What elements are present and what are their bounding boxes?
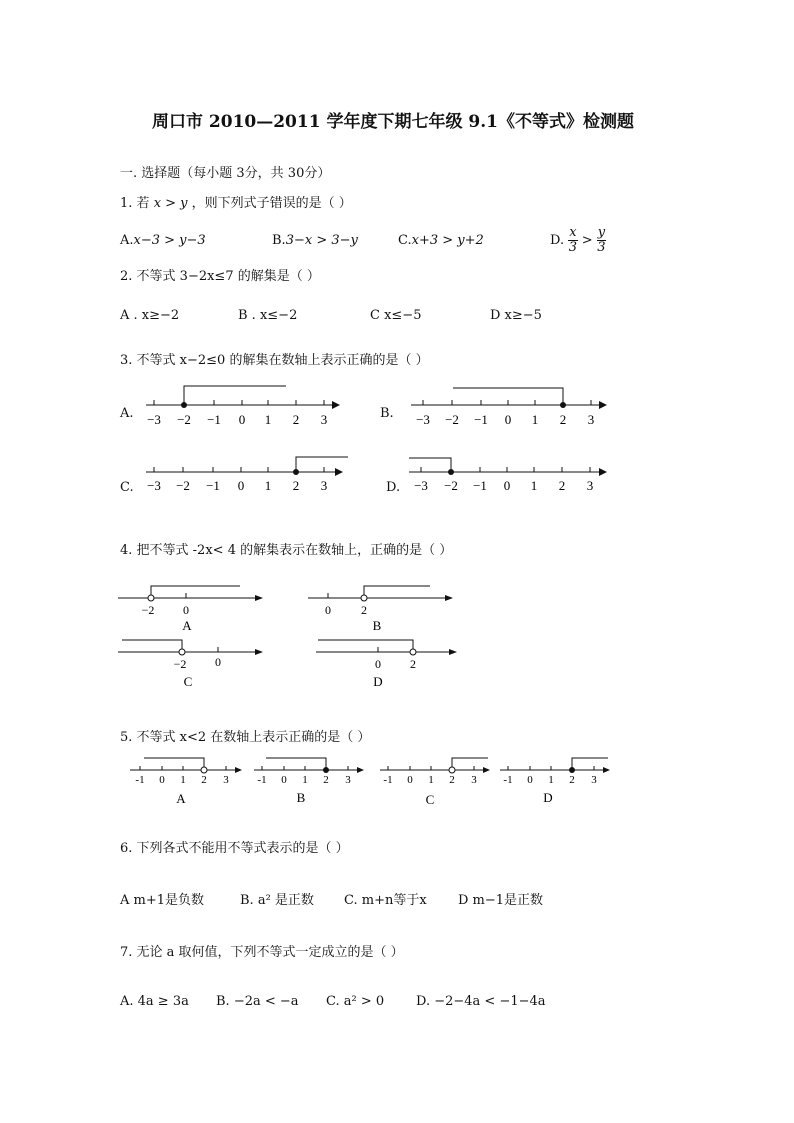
- q1-stem-expr: x > y: [153, 196, 188, 211]
- q5a-tick: 1: [180, 774, 186, 786]
- q7-option-b: B. −2a < −a: [216, 994, 299, 1009]
- q4b-tick: 2: [361, 603, 367, 617]
- q3-b-label: B.: [380, 406, 394, 421]
- q7-option-a: A. 4a ≥ 3a: [120, 994, 189, 1009]
- q1-d-frac-1: $\frac{x}{3}$: [568, 225, 578, 255]
- q3-number-line-b: [405, 380, 615, 430]
- q1-d-op: >: [581, 233, 593, 248]
- q5c-tick: 1: [428, 774, 434, 786]
- q6-option-c: C. m+n等于x: [344, 893, 427, 908]
- q5b-tick: -1: [257, 774, 267, 786]
- q5d-tick: 2: [569, 774, 575, 786]
- q1-d-label: D.: [550, 233, 565, 248]
- q3d-tick: −2: [444, 478, 458, 493]
- question-7-stem: 7. 无论 a 取何值，下列不等式一定成立的是（ ）: [120, 945, 404, 960]
- q5c-tick: -1: [383, 774, 393, 786]
- question-4-stem: 4. 把不等式 -2x< 4 的解集表示在数轴上，正确的是（ ）: [120, 543, 453, 558]
- q4a-tick: −2: [141, 603, 155, 617]
- q5a-tick: 0: [159, 774, 165, 786]
- q3b-tick: 0: [504, 412, 512, 427]
- q3b-tick: −2: [445, 412, 459, 427]
- q5-number-line-c: [376, 752, 494, 810]
- q4-c-label: C: [183, 674, 193, 689]
- q1-stem-prefix: 1. 若: [120, 196, 150, 211]
- q1-c-label: C.: [398, 233, 412, 248]
- q5b-tick: 2: [323, 774, 329, 786]
- q3-a-label: A.: [120, 406, 134, 421]
- q2-option-d: D x≥−5: [490, 308, 542, 323]
- q3c-tick: −1: [206, 478, 220, 493]
- q5-number-line-d: [496, 752, 614, 808]
- q1-stem-suffix: ，则下列式子错误的是（ ）: [191, 196, 352, 211]
- q1-a-label: A.: [120, 233, 134, 248]
- page-title: 周口市 2010—2011 学年度下期七年级 9.1《不等式》检测题: [152, 112, 634, 132]
- q5-d-label: D: [543, 790, 553, 805]
- q3c-tick: 1: [264, 478, 272, 493]
- q1-c-expr: x+3 > y+2: [411, 233, 484, 248]
- q5b-tick: 0: [281, 774, 287, 786]
- q5a-tick: -1: [135, 774, 145, 786]
- q4d-tick: 0: [375, 657, 381, 671]
- q3b-tick: 1: [531, 412, 539, 427]
- q5d-tick: 1: [548, 774, 554, 786]
- q3b-tick: −1: [474, 412, 488, 427]
- q3d-tick: 0: [503, 478, 511, 493]
- q3c-tick: −2: [176, 478, 190, 493]
- q5c-tick: 0: [407, 774, 413, 786]
- q3-c-label: C.: [120, 480, 134, 495]
- q1-b-expr: 3−x > 3−y: [285, 233, 358, 248]
- q5a-tick: 3: [223, 774, 229, 786]
- q2-option-c: C x≤−5: [370, 308, 422, 323]
- q3-d-label: D.: [386, 480, 401, 495]
- q3-number-line-c: [138, 452, 358, 502]
- q5d-tick: 3: [591, 774, 597, 786]
- q4d-tick: 2: [410, 657, 416, 671]
- q3c-tick: −3: [147, 478, 161, 493]
- q5b-tick: 1: [302, 774, 308, 786]
- question-6-stem: 6. 下列各式不能用不等式表示的是（ ）: [120, 841, 349, 856]
- q3d-tick: −3: [414, 478, 428, 493]
- q5c-tick: 2: [449, 774, 455, 786]
- q3a-tick: 1: [264, 412, 272, 427]
- q3-number-line-d: [405, 452, 615, 502]
- q2-option-a: A . x≥−2: [120, 308, 180, 323]
- q1-a-expr: x−3 > y−3: [133, 233, 206, 248]
- question-3-stem: 3. 不等式 x−2≤0 的解集在数轴上表示正确的是（ ）: [120, 353, 429, 368]
- q7-option-c: C. a² > 0: [326, 994, 385, 1009]
- q1-option-c: [398, 233, 484, 248]
- q7-option-d: D. −2−4a < −1−4a: [416, 994, 546, 1009]
- q5d-tick: 0: [527, 774, 533, 786]
- q3-number-line-a: [138, 380, 348, 430]
- q6-option-d: D m−1是正数: [458, 893, 544, 908]
- q3d-tick: 1: [530, 478, 538, 493]
- q5-number-line-b: [250, 752, 368, 808]
- q4c-tick: 0: [215, 655, 221, 669]
- q4-a-label: A: [182, 618, 192, 633]
- q5-a-label: A: [176, 791, 186, 806]
- q5c-tick: 3: [471, 774, 477, 786]
- q1-option-d: [550, 226, 606, 255]
- q4-number-line-c: [118, 634, 268, 690]
- q3c-tick: 3: [320, 478, 328, 493]
- q4-d-label: D: [373, 674, 383, 689]
- q3b-tick: 3: [587, 412, 595, 427]
- q3b-tick: 2: [559, 412, 567, 427]
- q3a-tick: −3: [147, 412, 161, 427]
- q3c-tick: 2: [292, 478, 300, 493]
- q3a-tick: −1: [207, 412, 221, 427]
- question-5-stem: 5. 不等式 x<2 在数轴上表示正确的是（ ）: [120, 730, 371, 745]
- q4-number-line-b: [308, 580, 458, 635]
- q4-b-label: B: [372, 618, 382, 633]
- q5-number-line-a: [128, 752, 246, 808]
- q3a-tick: −2: [177, 412, 191, 427]
- q4a-tick: 0: [183, 603, 189, 617]
- q3a-tick: 0: [238, 412, 246, 427]
- q5a-tick: 2: [201, 774, 207, 786]
- q3d-tick: −1: [473, 478, 487, 493]
- q3b-tick: −3: [416, 412, 430, 427]
- q4-number-line-d: [312, 634, 462, 690]
- q1-option-a: [120, 233, 206, 248]
- q5-b-label: B: [296, 790, 306, 805]
- q3a-tick: 3: [320, 412, 328, 427]
- q6-option-a: A m+1是负数: [120, 893, 205, 908]
- q4c-tick: −2: [173, 657, 187, 671]
- q5b-tick: 3: [345, 774, 351, 786]
- q3d-tick: 2: [558, 478, 566, 493]
- question-2-stem: 2. 不等式 3−2x≤7 的解集是（ ）: [120, 269, 320, 284]
- q5d-tick: -1: [503, 774, 513, 786]
- question-1-stem: [120, 192, 352, 211]
- q1-d-frac-2: $\frac{y}{3}$: [597, 225, 606, 255]
- q5-c-label: C: [425, 792, 435, 807]
- q3a-tick: 2: [292, 412, 300, 427]
- q6-option-b: B. a² 是正数: [240, 893, 314, 908]
- q2-option-b: B . x≤−2: [238, 308, 298, 323]
- q4b-tick: 0: [325, 603, 331, 617]
- q1-option-b: [272, 233, 358, 248]
- q3d-tick: 3: [586, 478, 594, 493]
- section-heading: 一. 选择题（每小题 3分，共 30分）: [120, 166, 331, 181]
- q4-number-line-a: [118, 580, 268, 635]
- q3c-tick: 0: [237, 478, 245, 493]
- q1-b-label: B.: [272, 233, 286, 248]
